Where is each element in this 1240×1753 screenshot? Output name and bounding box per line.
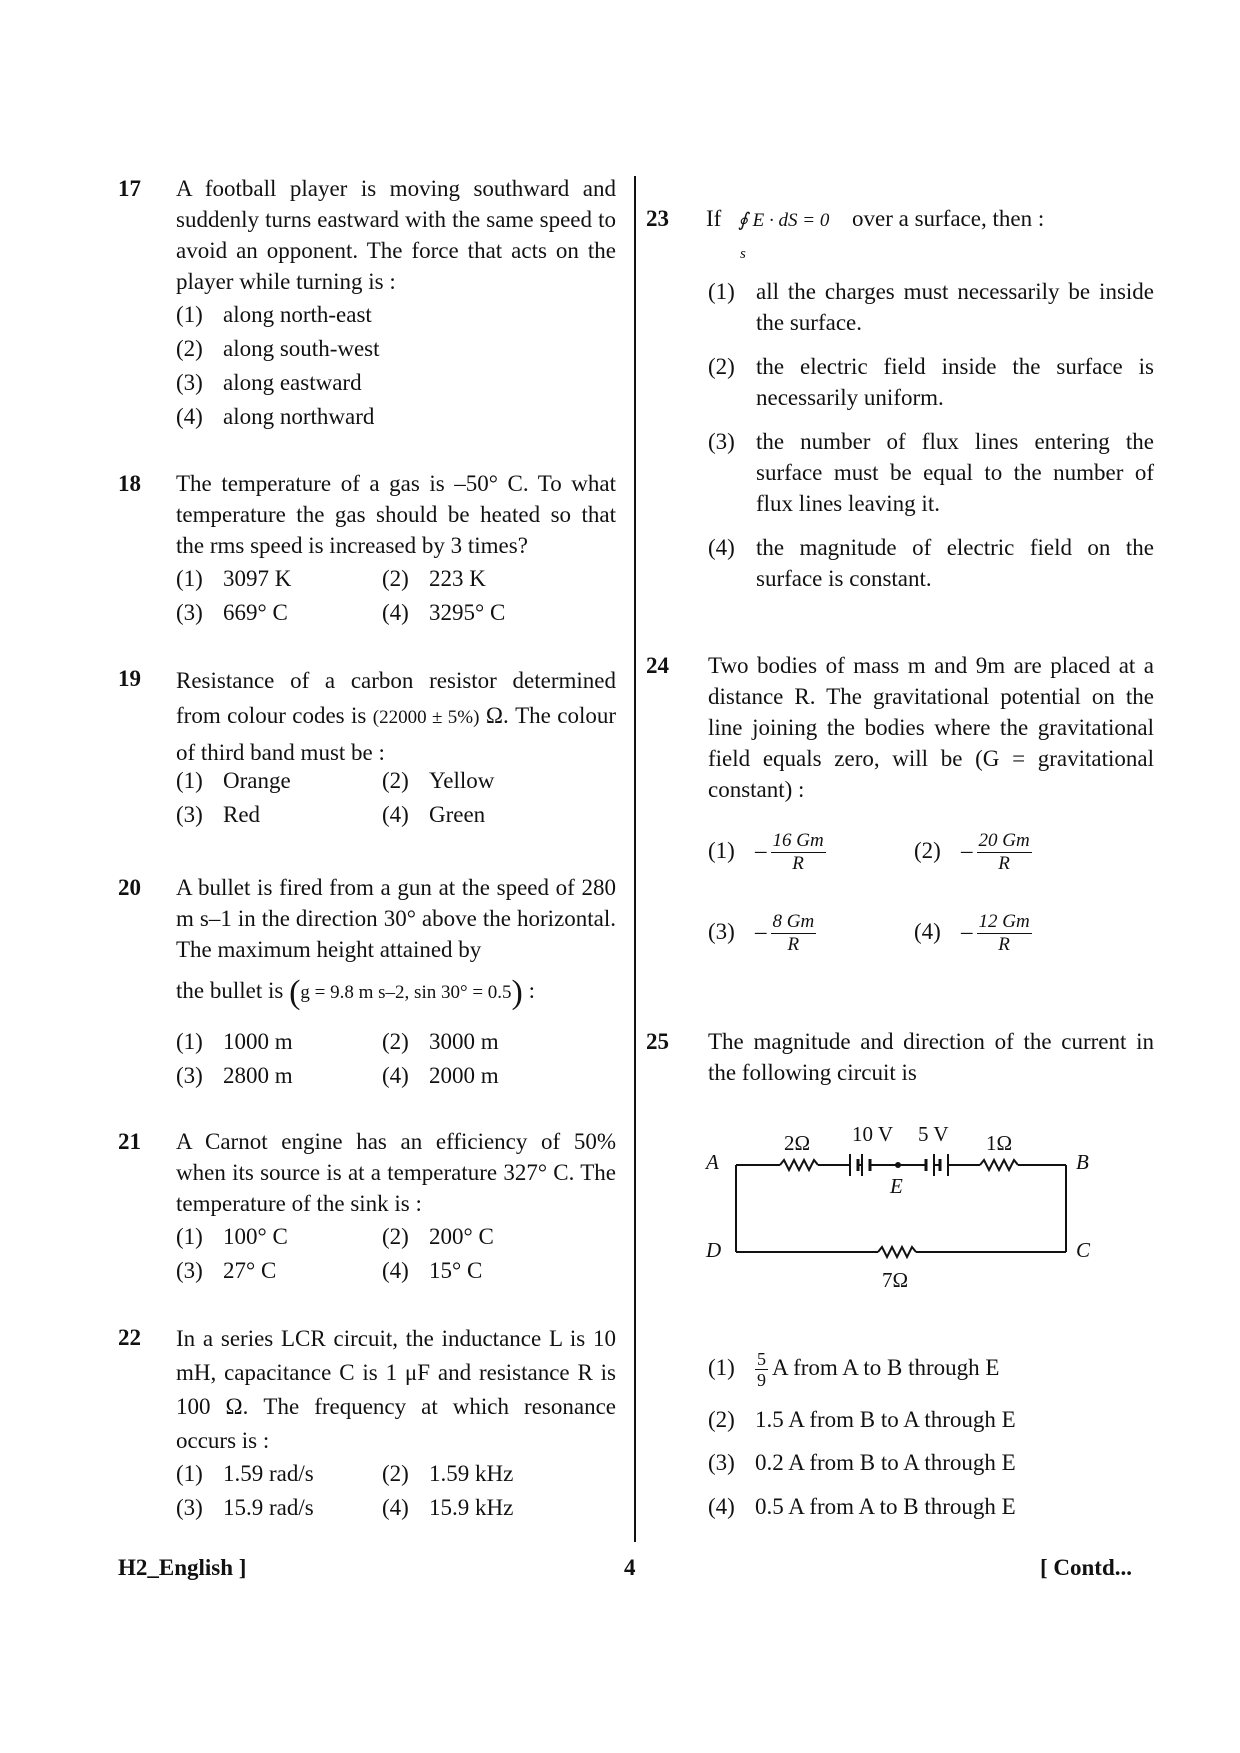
node-label-a: A <box>706 1150 719 1174</box>
option: (2) Yellow <box>382 768 495 793</box>
option: (2) along south-west <box>176 336 380 361</box>
question-number: 20 <box>118 875 141 900</box>
option: (4) Green <box>382 802 486 827</box>
option: (3) 2800 m <box>176 1063 293 1088</box>
question-20-line2: the bullet is (g = 9.8 m s–2, sin 30° = 0.5) : <box>176 974 535 1011</box>
question-number: 18 <box>118 471 141 496</box>
node-label-c: C <box>1076 1238 1091 1262</box>
option: (3) 669° C <box>176 600 288 625</box>
tolerance-expression: (22000 ± 5%) <box>372 707 480 728</box>
option: (2) 1.5 A from B to A through E <box>708 1407 1016 1432</box>
option: (3) along eastward <box>176 370 362 395</box>
question-text: Two bodies of mass m and 9m are placed at a distance R. The gravitational potential on the line joining the bodies where the gravitational field equals zero, will be (G = gravitational constant) : <box>708 653 1154 802</box>
question-text: Resistance of a carbon resistor determined from colour codes is (22000 ± 5%) Ω. The colour of third band must be : <box>176 668 616 765</box>
question-text: A Carnot engine has an efficiency of 50% when its source is at a temperature 327° C. The temperature of the sink is : <box>176 1129 616 1216</box>
footer-continued: [ Contd... <box>1040 1555 1133 1580</box>
given-values: g = 9.8 m s–2, sin 30° = 0.5 <box>300 982 512 1003</box>
option: (2) 1.59 kHz <box>382 1461 514 1486</box>
option: (1) 100° C <box>176 1224 288 1249</box>
question-number: 25 <box>646 1029 669 1054</box>
question-text: The temperature of a gas is –50° C. To what temperature the gas should be heated so that the rms speed is increased by 3 times? <box>176 471 616 558</box>
question-number: 17 <box>118 176 141 201</box>
node-label-b: B <box>1076 1150 1089 1174</box>
option: (1) along north-east <box>176 302 372 327</box>
option: (1) – $\frac{16 Gm}{R}$ <box>708 830 824 874</box>
question-number: 22 <box>118 1325 141 1350</box>
resistor-label-7ohm: 7Ω <box>882 1268 909 1290</box>
question-text: The magnitude and direction of the current in the following circuit is <box>708 1029 1154 1085</box>
option: (2) 3000 m <box>382 1029 499 1054</box>
resistor-label-1ohm: 1Ω <box>986 1131 1013 1155</box>
question-text: A football player is moving southward and suddenly turns eastward with the same speed to avoid an opponent. The force that acts on the player while turning is : <box>176 176 616 294</box>
question-number: 24 <box>646 653 669 678</box>
question-23: 23 If ∮ E · dS = 0 s over a surface, then : <box>646 203 1146 263</box>
node-label-e: E <box>890 1174 903 1198</box>
option: (1) 1000 m <box>176 1029 293 1054</box>
circuit-diagram <box>700 1110 1120 1290</box>
option: (3) 15.9 rad/s <box>176 1495 314 1520</box>
resistor-label-2ohm: 2Ω <box>784 1131 811 1155</box>
option: (2) 223 K <box>382 566 486 591</box>
option: (1) 3097 K <box>176 566 292 591</box>
battery-label-10v: 10 V <box>852 1122 894 1146</box>
option: (4) 2000 m <box>382 1063 499 1088</box>
footer-page-number: 4 <box>624 1555 636 1580</box>
option: (4) 3295° C <box>382 600 506 625</box>
option: (2) – $\frac{20 Gm}{R}$ <box>914 830 1030 874</box>
option: (1) $\frac{5}{9}$ A from A to B through E <box>708 1349 1000 1391</box>
junction-dot <box>895 1162 901 1168</box>
question-text: In a series LCR circuit, the inductance L is 10 mH, capacitance C is 1 μF and resistance R is 100 Ω. The frequency at which resonance occurs is : <box>176 1326 616 1453</box>
node-label-d: D <box>706 1238 722 1262</box>
option: (3) Red <box>176 802 261 827</box>
battery-label-5v: 5 V <box>918 1122 949 1146</box>
gauss-law-expression: ∮ E · dS = 0 <box>738 210 830 231</box>
option: (3) 0.2 A from B to A through E <box>708 1450 1016 1475</box>
option: (4) along northward <box>176 404 375 429</box>
option: (1) Orange <box>176 768 291 793</box>
option: (1) 1.59 rad/s <box>176 1461 314 1486</box>
option: (4) 0.5 A from A to B through E <box>708 1494 1016 1519</box>
question-text: A bullet is fired from a gun at the speed of 280 m s–1 in the direction 30° above the horizontal. The maximum height attained by <box>176 875 616 962</box>
option: (2) 200° C <box>382 1224 494 1249</box>
footer-paper-code: H2_English ] <box>118 1555 247 1580</box>
question-number: 23 <box>646 206 669 231</box>
column-divider <box>634 176 636 1542</box>
question-number: 19 <box>118 666 141 691</box>
option: (4) 15° C <box>382 1258 483 1283</box>
option: (4) – $\frac{12 Gm}{R}$ <box>914 911 1030 955</box>
option: (4) 15.9 kHz <box>382 1495 514 1520</box>
option: (3) – $\frac{8 Gm}{R}$ <box>708 911 815 955</box>
option: (3) 27° C <box>176 1258 277 1283</box>
question-number: 21 <box>118 1129 141 1154</box>
